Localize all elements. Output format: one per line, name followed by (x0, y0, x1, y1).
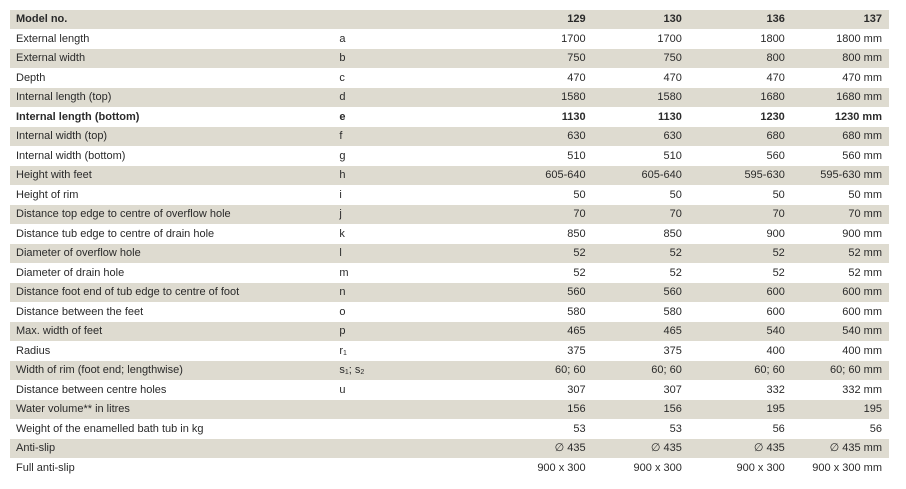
row-code: d (339, 91, 346, 103)
row-value-129: 750 (567, 52, 586, 64)
table-row (10, 264, 889, 284)
row-value-137: 560 mm (842, 149, 882, 162)
row-code (339, 400, 463, 419)
row-value-136: 50 (772, 188, 785, 201)
row-value-136: 900 x 300 (736, 461, 785, 474)
row-value-137: 70 mm (848, 208, 882, 220)
table-row (10, 283, 889, 303)
table-row (10, 400, 889, 420)
table-row (10, 30, 889, 50)
row-value-130: 156 (663, 403, 682, 415)
table-row (10, 205, 889, 225)
row-value-129: 560 (567, 286, 586, 298)
row-value-136: 70 (772, 208, 785, 220)
header-model-130: 130 (663, 13, 682, 25)
row-code-subscript: 1 (342, 349, 347, 357)
row-label: Distance top edge to centre of overflow hole (16, 208, 231, 220)
row-label: Internal width (bottom) (16, 149, 126, 162)
row-label: Internal width (top) (16, 130, 108, 142)
row-value-136: 800 (766, 52, 785, 64)
row-label: External width (16, 52, 86, 64)
row-value-130: 1580 (657, 91, 682, 103)
row-label: Water volume** in litres (16, 403, 130, 415)
row-value-137: 800 mm (842, 52, 882, 64)
row-value-136: 56 (772, 422, 785, 435)
row-label: Radius (16, 344, 51, 357)
table-row (10, 303, 889, 323)
row-value-129: 52 (573, 266, 586, 279)
row-value-136: 195 (766, 403, 785, 415)
table-row (10, 459, 889, 479)
table-row (10, 342, 889, 362)
row-code: m (339, 266, 349, 279)
row-value-130: 850 (663, 227, 682, 240)
row-value-136: 1800 (760, 32, 785, 45)
row-label: Full anti-slip (16, 461, 75, 474)
row-label: Height with feet (16, 169, 92, 181)
table-body (10, 30, 889, 479)
row-value-129: 60; 60 (555, 364, 586, 376)
row-value-130: 560 (663, 286, 682, 298)
row-value-137: 52 mm (848, 266, 882, 279)
row-code: n (339, 286, 346, 298)
row-label: Diameter of overflow hole (16, 247, 141, 259)
row-value-129: 470 (567, 71, 586, 84)
table-row (10, 225, 889, 245)
row-label: Max. width of feet (16, 325, 103, 337)
row-value-136: 540 (766, 325, 785, 337)
row-value-136: ∅ 435 (753, 442, 785, 454)
row-value-129: 465 (567, 325, 586, 337)
row-code-subscript: 1 (344, 369, 349, 376)
row-value-136: 1230 (760, 110, 785, 123)
row-value-137: 56 (869, 422, 882, 435)
row-label: Anti-slip (16, 442, 56, 454)
table-row (10, 69, 889, 89)
table-row (10, 244, 889, 264)
row-value-130: 510 (663, 149, 682, 162)
row-value-129: 50 (573, 188, 586, 201)
row-value-129: 630 (567, 130, 586, 142)
row-value-137: 332 mm (842, 383, 882, 396)
row-value-136: 680 (766, 130, 785, 142)
row-value-130: 52 (669, 247, 682, 259)
row-value-130: 580 (663, 305, 682, 318)
row-value-136: 600 (766, 286, 785, 298)
row-value-129: 510 (567, 149, 586, 162)
row-value-137: 600 mm (842, 286, 882, 298)
row-value-130: 1130 (657, 110, 682, 123)
row-value-129: 53 (573, 422, 586, 435)
row-value-130: 465 (663, 325, 682, 337)
row-value-130: 750 (663, 52, 682, 64)
row-value-129: 900 x 300 (537, 461, 586, 474)
row-label: Internal length (top) (16, 91, 112, 103)
row-value-136: 52 (772, 247, 785, 259)
row-value-129: 1130 (561, 110, 586, 123)
row-label: Weight of the enamelled bath tub in kg (16, 422, 204, 435)
row-value-130: 375 (663, 344, 682, 357)
row-value-129: 375 (567, 344, 586, 357)
row-value-137: 1800 mm (836, 32, 882, 45)
row-code (339, 342, 463, 361)
row-value-137: 1230 mm (834, 110, 882, 123)
row-value-137: ∅ 435 mm (829, 442, 882, 454)
row-value-136: 900 (766, 227, 785, 240)
row-value-129: 580 (567, 305, 586, 318)
row-value-136: 470 (766, 71, 785, 84)
row-label: Height of rim (16, 188, 79, 201)
row-label: Width of rim (foot end; lengthwise) (16, 364, 183, 376)
row-code-subscript-2: 2 (360, 369, 365, 376)
row-value-130: 470 (663, 71, 682, 84)
row-value-137: 540 mm (842, 325, 882, 337)
row-label: Distance between centre holes (16, 383, 167, 396)
header-model-136: 136 (766, 13, 785, 25)
row-value-137: 900 x 300 mm (812, 461, 882, 474)
row-code (339, 361, 463, 380)
row-value-130: 307 (663, 383, 682, 396)
row-value-137: 900 mm (842, 227, 882, 240)
row-code-letter: s (339, 364, 345, 376)
row-value-130: 52 (669, 266, 682, 279)
row-value-130: 50 (669, 188, 682, 201)
row-value-137: 50 mm (848, 188, 882, 201)
row-code: c (339, 71, 345, 84)
table-row (10, 361, 889, 381)
table-row (10, 49, 889, 69)
specification-table (10, 10, 889, 478)
row-label: Distance foot end of tub edge to centre of foot (16, 286, 240, 298)
row-value-137: 1680 mm (836, 91, 882, 103)
row-code: p (339, 325, 346, 337)
table-row (10, 108, 889, 128)
row-code: i (339, 188, 342, 201)
table-row (10, 88, 889, 108)
row-code: j (339, 208, 342, 220)
table-row (10, 439, 889, 459)
row-value-137: 600 mm (842, 305, 882, 318)
row-code-letter: r (339, 344, 343, 357)
row-value-129: 70 (573, 208, 586, 220)
row-label: External length (16, 32, 90, 45)
row-code (339, 420, 463, 439)
row-value-137: 195 (863, 403, 882, 415)
row-value-136: 595-630 (744, 169, 785, 181)
row-code (339, 439, 463, 458)
header-model-137: 137 (863, 13, 882, 25)
row-code: f (339, 130, 343, 142)
row-value-136: 1680 (760, 91, 785, 103)
row-value-130: 60; 60 (651, 364, 682, 376)
header-code (339, 10, 463, 29)
row-value-136: 60; 60 (754, 364, 785, 376)
row-value-137: 680 mm (842, 130, 882, 142)
table-row (10, 420, 889, 440)
row-label: Depth (16, 71, 46, 84)
row-value-129: 1580 (561, 91, 586, 103)
table-row (10, 166, 889, 186)
row-value-137: 52 mm (848, 247, 882, 259)
row-code: e (339, 110, 346, 123)
row-value-136: 560 (766, 149, 785, 162)
row-value-130: 70 (669, 208, 682, 220)
row-value-137: 595-630 mm (820, 169, 882, 181)
row-value-130: 630 (663, 130, 682, 142)
table-row (10, 381, 889, 401)
row-value-130: ∅ 435 (650, 442, 682, 454)
row-code: g (339, 149, 346, 162)
row-value-136: 332 (766, 383, 785, 396)
row-label: Distance tub edge to centre of drain hole (16, 227, 215, 240)
table-row (10, 127, 889, 147)
row-value-130: 605-640 (641, 169, 682, 181)
row-label: Distance between the feet (16, 305, 144, 318)
row-code: b (339, 52, 346, 64)
row-value-130: 53 (669, 422, 682, 435)
row-code: k (339, 227, 345, 240)
row-code: u (339, 383, 346, 396)
table-header-row (10, 10, 889, 30)
row-value-129: 1700 (561, 32, 586, 45)
row-value-129: 850 (567, 227, 586, 240)
table-row (10, 147, 889, 167)
row-value-136: 400 (766, 344, 785, 357)
row-value-129: ∅ 435 (554, 442, 586, 454)
row-value-137: 400 mm (842, 344, 882, 357)
row-value-129: 52 (573, 247, 586, 259)
row-code (339, 459, 463, 478)
row-value-130: 900 x 300 (633, 461, 682, 474)
row-code: a (339, 32, 346, 45)
header-label: Model no. (16, 13, 68, 25)
row-label: Diameter of drain hole (16, 266, 125, 279)
row-value-130: 1700 (657, 32, 682, 45)
table-row (10, 322, 889, 342)
row-value-136: 52 (772, 266, 785, 279)
row-value-137: 470 mm (842, 71, 882, 84)
row-value-129: 605-640 (545, 169, 586, 181)
row-value-129: 307 (567, 383, 586, 396)
row-code-tail: ; s (348, 364, 361, 376)
row-value-136: 600 (766, 305, 785, 318)
header-model-129: 129 (567, 13, 586, 25)
row-value-137: 60; 60 mm (830, 364, 882, 376)
table-row (10, 186, 889, 206)
row-code: o (339, 305, 346, 318)
row-code: h (339, 169, 346, 181)
row-code: l (339, 247, 342, 259)
row-value-129: 156 (567, 403, 586, 415)
row-label: Internal length (bottom) (16, 110, 140, 123)
